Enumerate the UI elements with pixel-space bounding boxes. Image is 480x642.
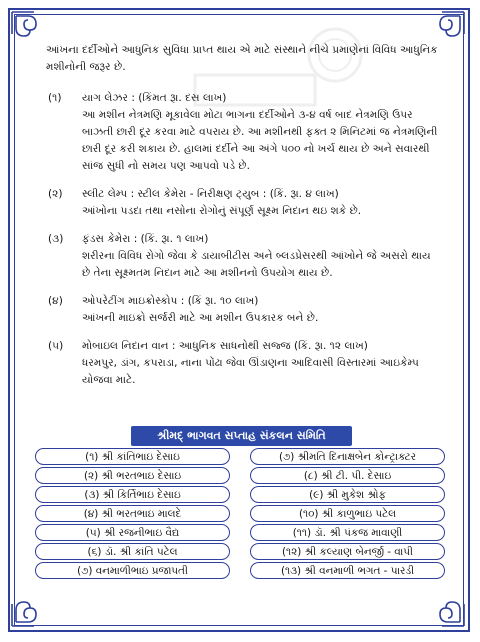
equipment-item bbox=[38, 90, 438, 175]
item-description: આંખોના પડદા તથા નસોના રોગોનું સંપૂર્ણ સૂક્ષ્મ નિદાન થઇ શકે છે. bbox=[82, 205, 362, 217]
member-item: (૨) શ્રી ભરતભાઇ દેસાઇ bbox=[35, 467, 230, 484]
item-description: આંખની માઇક્રો સર્જરી માટે આ મશીન ઉપકારક બને છે. bbox=[82, 312, 319, 324]
equipment-item bbox=[38, 186, 438, 220]
item-title: સ્લીટ લેમ્પ : સ્ટીલ કેમેરા - નિરીક્ષણ ટ્યુબ : (કિં. રૂા. ૪ લાખ) bbox=[82, 188, 339, 200]
equipment-item bbox=[38, 338, 438, 389]
equipment-item bbox=[38, 293, 438, 327]
committee-title: શ્રીમદ્ ભાગવત સપ્તાહ સંકલન સમિતિ bbox=[131, 426, 352, 446]
member-item: (૪) શ્રી ભરતભાઇ માલદે bbox=[35, 505, 230, 522]
item-number: (૩) bbox=[48, 233, 64, 245]
member-item: (૭) શ્રીમતિ દિનાક્ષબેન કોન્ટ્રાક્ટર bbox=[250, 448, 445, 465]
member-item: (૭) વનમાળીભાઇ પ્રજાપતી bbox=[35, 562, 230, 579]
item-number: (૧) bbox=[48, 92, 62, 104]
main-content bbox=[38, 42, 438, 400]
member-item: (૧૩) શ્રી વનમાળી ભગત - પારડી bbox=[250, 562, 445, 579]
committee-members bbox=[35, 448, 445, 579]
item-number: (૨) bbox=[48, 188, 63, 200]
member-item: (૮) શ્રી ટી. પી. દેસાઇ bbox=[250, 467, 445, 484]
item-number: (૪) bbox=[48, 295, 63, 307]
member-item: (૧૧) ડૉ. શ્રી પંકજ માવાણી bbox=[250, 524, 445, 541]
item-description: શરીરના વિવિધ રોગો જેવા કે ડાયાબીટીસ અને બ્લડપ્રેસરથી આંખોને જે અસરો થાય છે તેના સૂક્ષ્મતમ નિદાન માટે આ મશીનનો ઉપયોગ થાય છે. bbox=[82, 250, 431, 279]
member-item: (૧૨) શ્રી કલ્યાણ બેનર્જી - વાપી bbox=[250, 543, 445, 560]
item-title: મોબાઇલ નિદાન વાન : આધુનિક સાધનોથી સજ્જ (કિં. રૂા. ૧૨ લાખ) bbox=[82, 340, 368, 352]
item-title: ઓપરેટીંગ માઇક્રોસ્કોપ : (કિં રૂા. ૧૦ લાખ) bbox=[82, 295, 259, 307]
item-number: (૫) bbox=[48, 340, 64, 352]
intro-paragraph: આંખના દર્દીઓને આધુનિક સુવિધા પ્રાપ્ત થાય એ માટે સંસ્થાને નીચે પ્રમાણેનાં વિવિધ આધુનિક મશીનોની જરૂર છે. bbox=[46, 44, 438, 73]
item-title: યાગ લેઝર : (કિંમત રૂા. દસ લાખ) bbox=[82, 92, 227, 104]
member-item: (૯) શ્રી મુકેશ શ્રોફ bbox=[250, 486, 445, 503]
item-description: ધરમપુર, ડાંગ, કપરાડા, નાના પોંઢા જેવા ઊંડાણના આદિવાસી વિસ્તારમાં આઇકેમ્પ યોજવા માટે. bbox=[82, 357, 419, 386]
item-description: આ મશીન નેત્રમણિ મૂકાવેલા મોટા ભાગના દર્દીઓને ૩-૪ વર્ષ બાદ નેત્રમણિ ઉપર બાઝતી છારી દૂર કરવા માટે વપરાય છે. આ મશીનથી ફક્ત ૨ મિનિટમાં જ નેત્રમણિની છારી દૂર કરી શકાય છે. હાલમાં દર્દીને આ અંગે ૫૦૦ નો ખર્ચ થાય છે અને સવારથી સાંજ સુધી નો સમય પણ આપવો પડે છે. bbox=[82, 109, 438, 172]
member-item: (૩) શ્રી કિર્તિભાઇ દેસાઇ bbox=[35, 486, 230, 503]
member-item: (૧) શ્રી કાંતિભાઇ દેસાઇ bbox=[35, 448, 230, 465]
equipment-item bbox=[38, 231, 438, 282]
member-item: (૬) ડૉ. શ્રી કાંતિ પટેલ bbox=[35, 543, 230, 560]
member-item: (૫) શ્રી રજનીભાઇ વૈદ્ય bbox=[35, 524, 230, 541]
item-title: ફંડસ કેમેરા : (કિં. રૂા. ૧ લાખ) bbox=[82, 233, 209, 245]
member-item: (૧૦) શ્રી કાળુભાઇ પટેલ bbox=[250, 505, 445, 522]
